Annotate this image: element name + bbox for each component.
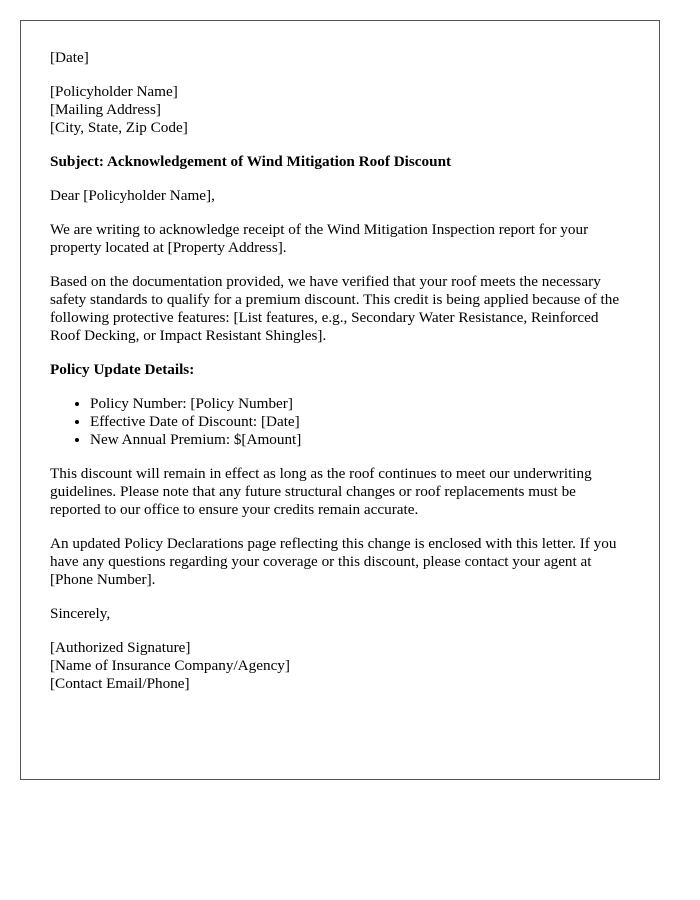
detail-effective-date: • Effective Date of Discount: [Date]	[90, 413, 630, 431]
signature-company: [Name of Insurance Company/Agency]	[50, 657, 290, 674]
recipient-name: [Policyholder Name]	[50, 83, 178, 100]
details-heading: Policy Update Details:	[50, 361, 195, 378]
body-paragraph-receipt: We are writing to acknowledge receipt of the Wind Mitigation Inspection report for your property located at [Property Address].	[50, 221, 589, 256]
letter-subject: Subject: Acknowledgement of Wind Mitigation Roof Discount	[50, 153, 452, 170]
letter-page	[20, 20, 660, 780]
signature-signer: [Authorized Signature]	[50, 639, 191, 656]
letter-signoff: Sincerely,	[50, 605, 111, 622]
letter-date: [Date]	[50, 49, 89, 66]
recipient-mailing-address: [Mailing Address]	[50, 101, 161, 118]
detail-policy-number: • Policy Number: [Policy Number]	[90, 395, 630, 413]
recipient-city-state-zip: [City, State, Zip Code]	[50, 119, 188, 136]
body-paragraph-enclosure: An updated Policy Declarations page reflecting this change is enclosed with this letter. If you have any questions regarding your coverage or this discount, please contact your agent at [Phone Number].	[50, 535, 617, 588]
recipient-address-block	[50, 83, 630, 137]
signature-block	[50, 639, 630, 693]
letter-greeting: Dear [Policyholder Name],	[50, 187, 215, 204]
detail-new-premium: • New Annual Premium: $[Amount]	[90, 431, 630, 449]
signature-contact: [Contact Email/Phone]	[50, 675, 190, 692]
body-paragraph-verification: Based on the documentation provided, we have verified that your roof meets the necessary safety standards to qualify for a premium discount. This credit is being applied because of the following protective features: [List features, e.g., Secondary Water Resistance, Reinforced Roof Decking, or Impact Resistant Shingles].	[50, 273, 620, 344]
body-paragraph-conditions: This discount will remain in effect as long as the roof continues to meet our underwriting guidelines. Please note that any future structural changes or roof replacements must be reported to our office to ensure your credits remain accurate.	[50, 465, 592, 518]
policy-details-list	[50, 395, 630, 449]
